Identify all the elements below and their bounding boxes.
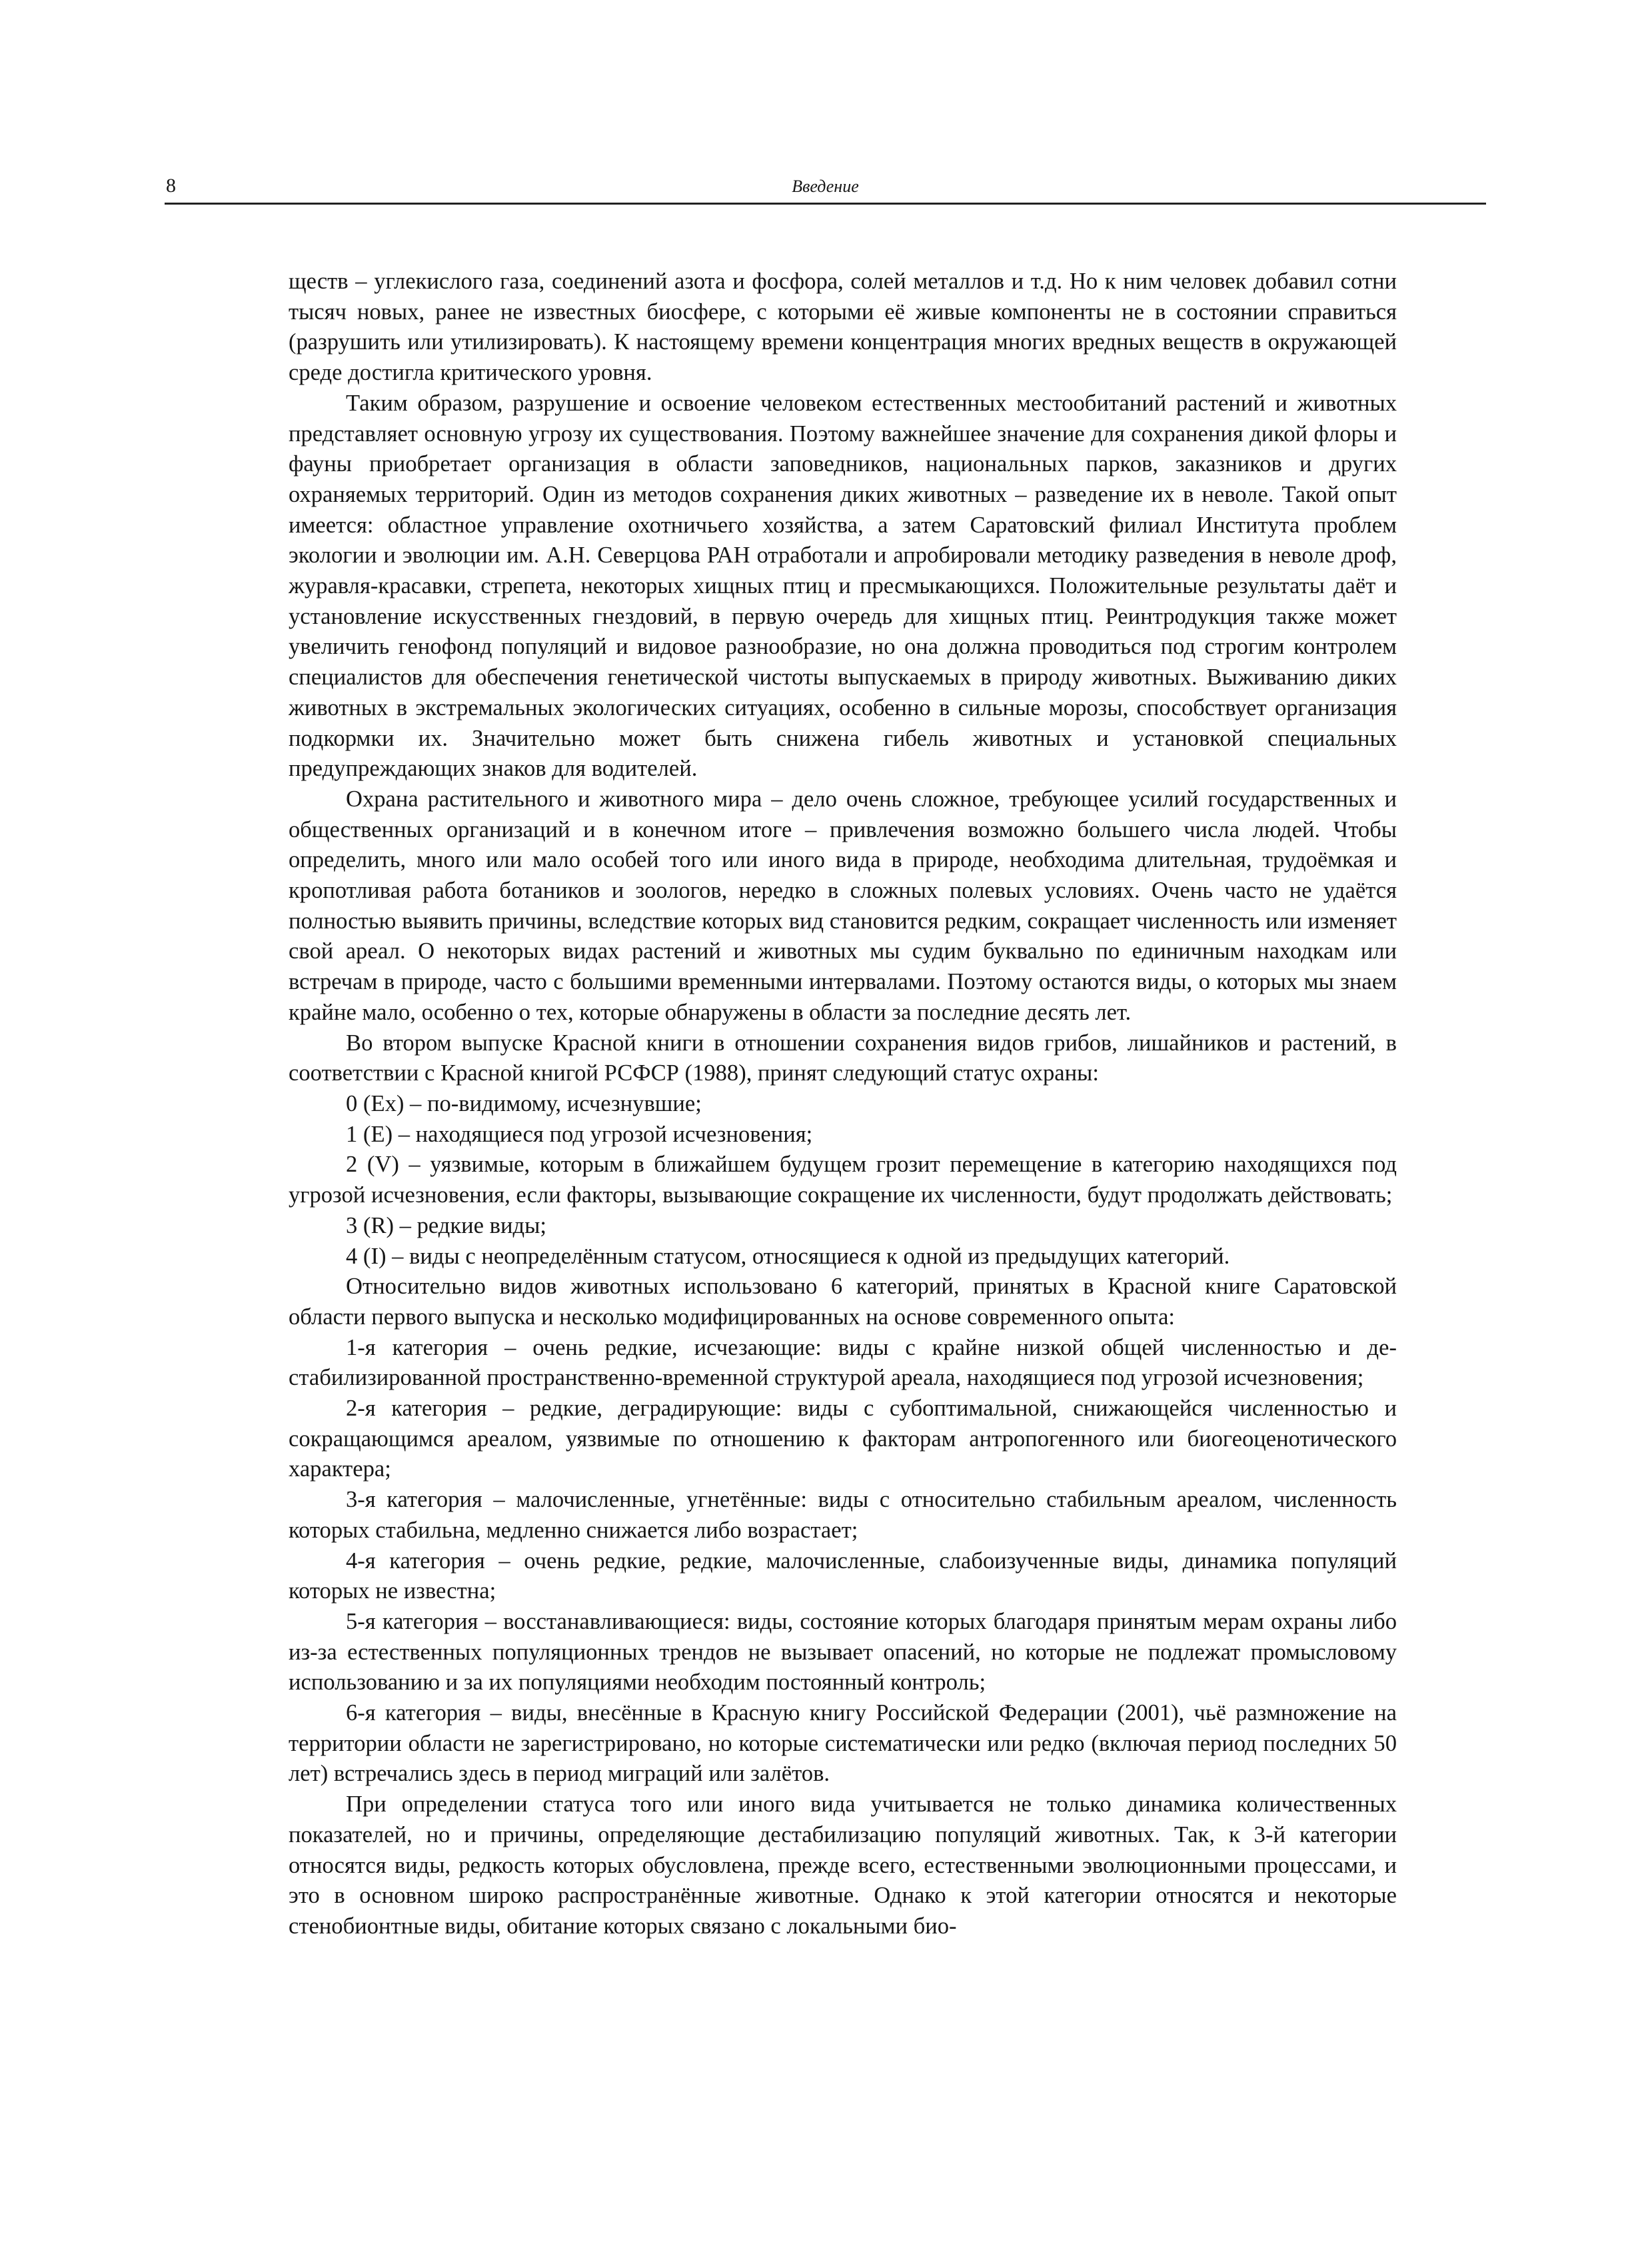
category-item: 5-я категория – восстанавливающиеся: виды, состояние которых благодаря принятым мерам охраны либо из-за естественных популяционных трендов не вызывает опасений, но которые не подлежат промысловому использованию и за их популяциями необходим постоянный контроль; [289, 1608, 1397, 1695]
paragraph: Относительно видов животных использовано 6 категорий, принятых в Красной книге Саратовской области первого выпуска и несколько модифицированных на основе современного опыта: [289, 1274, 1397, 1330]
running-title: Введение [792, 177, 859, 196]
category-item: 3-я категория – малочисленные, угнетённые: виды с относительно стабильным ареалом, численность которых стабильна, медленно снижается либо возрастает; [289, 1487, 1397, 1543]
status-item: 4 (I) – виды с неопределённым статусом, относящиеся к одной из предыдущих категорий. [346, 1243, 1230, 1269]
paragraph: ществ – углекислого газа, соединений азота и фосфора, солей металлов и т.д. Но к ним человек добавил сотни тысяч новых, ранее не известных биосфере, с которыми её живые компоненты не в состоянии справиться (разрушить или утилизировать). К настоящему времени концентрация многих вредных веществ в окружающей среде достигла критического уровня. [289, 269, 1397, 386]
status-item: 2 (V) – уязвимые, которым в ближайшем будущем грозит перемещение в категорию находящихся под угрозой исчезновения, если факторы, вызывающие сокращение их численности, будут продолжать действовать; [289, 1152, 1397, 1208]
status-item: 0 (Ex) – по-видимому, исчезнувшие; [346, 1090, 702, 1116]
body-text [289, 267, 1397, 1942]
category-item: 6-я категория – виды, внесённые в Красную книгу Российской Федерации (2001), чьё размножение на территории области не зарегистрировано, но которые систематически или редко (включая период последних 50 лет) встречались здесь в период миграций или залётов. [289, 1700, 1397, 1787]
category-item: 1-я категория – очень редкие, исчезающие: виды с крайне низкой общей численностью и дестабилизированной пространственно-временной структурой ареала, находящиеся под угрозой исчезновения; [289, 1334, 1397, 1391]
paragraph: Таким образом, разрушение и освоение человеком естественных местообитаний растений и животных представляет основную угрозу их существования. Поэтому важнейшее значение для сохранения дикой флоры и фауны приобретает организация в области заповедников, национальных парков, заказников и других охраняемых территорий. Один из методов сохранения диких животных – разведение их в неволе. Такой опыт имеется: областное управление охотничьего хозяйства, а затем Саратовский филиал Института проблем экологии и эволюции им. А.Н. Северцова РАН отработали и апробировали методику разведения в неволе дроф, журавля-красавки, стрепета, некоторых хищных птиц и пресмыкающихся. Положительные результаты даёт и установление искусственных гнездовий, в первую очередь для хищных птиц. Реинтродукция также может увеличить генофонд популяций и видовое разнообразие, но она должна проводиться под строгим контролем специалистов для обеспечения генетической чистоты выпускаемых в природу животных. Выживанию диких животных в экстремальных экологических ситуациях, особенно в сильные морозы, способствует организация подкормки их. Значительно может быть снижена гибель животных и установкой специальных предупреждающих знаков для водителей. [289, 390, 1397, 782]
status-item: 3 (R) – редкие виды; [346, 1212, 546, 1238]
category-item: 2-я категория – редкие, деградирующие: виды с субоптимальной, снижающейся численностью и сокращающимся ареалом, уязвимые по отношению к факторам антропогенного или биогеоценотического характера; [289, 1396, 1397, 1482]
paragraph: Во втором выпуске Красной книги в отношении сохранения видов грибов, лишайников и растений, в соответствии с Красной книгой РСФСР (1988), принят следующий статус охраны: [289, 1030, 1397, 1086]
paragraph: Охрана растительного и животного мира – дело очень сложное, требующее усилий государственных и общественных организаций и в конечном итоге – привлечения возможно большего числа людей. Чтобы определить, много или мало особей того или иного вида в природе, необходима длительная, трудоёмкая и кропотливая работа ботаников и зоологов, нередко в сложных полевых условиях. Очень часто не удаётся полностью выявить причины, вследствие которых вид становится редким, сокращает численность или изменяет свой ареал. О некоторых видах растений и животных мы судим буквально по единичным находкам или встречам в природе, часто с большими временными интервалами. Поэтому остаются виды, о которых мы знаем крайне мало, особенно о тех, которые обнаружены в области за последние десять лет. [289, 786, 1397, 1025]
category-item: 4-я категория – очень редкие, редкие, малочисленные, слабоизученные виды, динамика популяций которых не известна; [289, 1548, 1397, 1604]
page-number: 8 [166, 175, 176, 197]
page-header [165, 175, 1486, 205]
paragraph: При определении статуса того или иного вида учитывается не только динамика количественных показателей, но и причины, определяющие дестабилизацию популяций животных. Так, к 3-й категории относятся виды, редкость которых обусловлена, прежде всего, естественными эволюционными процессами, и это в основном широко распространённые животные. Однако к этой категории относятся и некоторые стенобионтные виды, обитание которых связано с локальными био- [289, 1791, 1397, 1939]
status-item: 1 (E) – находящиеся под угрозой исчезновения; [346, 1121, 813, 1147]
